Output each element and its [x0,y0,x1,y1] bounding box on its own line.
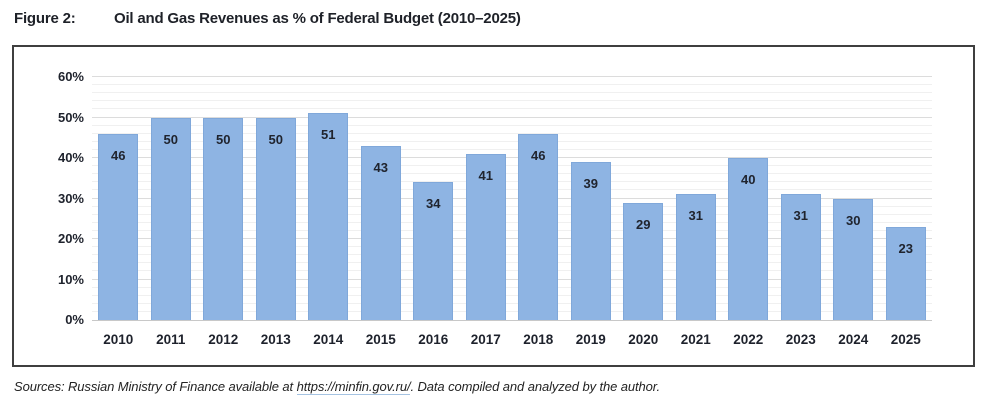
gridline [92,320,932,321]
source-link[interactable]: https://minfin.gov.ru/ [296,379,411,394]
gridline [92,108,932,109]
gridline [92,92,932,93]
bar [308,113,348,320]
bar-value-label: 39 [583,176,598,192]
source-text-suffix: . Data compiled and analyzed by the author. [410,379,661,394]
y-tick-label: 30% [57,190,84,206]
bar-value-label: 50 [163,131,178,147]
y-tick-label: 10% [57,271,84,287]
x-tick-label: 2021 [680,332,711,347]
gridline [92,76,932,77]
bar-value-label: 50 [216,131,231,147]
chart-panel [12,45,975,367]
y-tick-label: 50% [57,109,84,125]
x-tick-label: 2022 [733,332,764,347]
bar [203,118,243,321]
gridline [92,100,932,101]
bar-value-label: 41 [478,167,493,183]
source-text-prefix: Sources: Russian Ministry of Finance available at [14,379,297,394]
y-tick-label: 40% [57,150,84,165]
bar-value-label: 43 [373,159,388,175]
x-tick-label: 2023 [785,332,816,347]
x-tick-label: 2025 [890,332,921,347]
bar-value-label: 31 [688,208,703,224]
plot-area [92,77,932,320]
x-tick-label: 2010 [103,332,134,347]
y-tick-label: 60% [57,69,84,84]
bar-value-label: 51 [321,127,336,143]
x-tick-label: 2011 [156,332,186,347]
x-tick-label: 2020 [628,332,659,347]
y-tick-label: 0% [65,312,84,327]
bar-value-label: 29 [636,216,651,232]
figure-title: Oil and Gas Revenues as % of Federal Budget (2010–2025) [114,10,521,27]
bar [151,118,191,321]
x-tick-label: 2013 [260,332,291,347]
x-tick-label: 2015 [365,332,396,347]
bar-value-label: 46 [531,147,546,163]
bar [256,118,296,321]
x-tick-label: 2014 [313,332,344,347]
figure-title-row [14,10,521,27]
source-note [14,379,660,394]
bar-value-label: 30 [846,212,861,228]
x-tick-label: 2024 [838,332,869,347]
bar-value-label: 23 [898,240,913,256]
x-tick-label: 2019 [575,332,606,347]
gridline [92,84,932,85]
x-tick-label: 2017 [470,332,501,347]
bar-value-label: 50 [268,131,283,147]
bar-value-label: 31 [793,208,808,224]
x-tick-label: 2016 [418,332,449,347]
figure-label: Figure 2: [14,10,76,27]
y-tick-label: 20% [57,231,84,246]
bar-value-label: 40 [741,172,756,187]
x-tick-label: 2018 [523,332,554,347]
x-tick-label: 2012 [208,332,239,347]
bar-value-label: 46 [111,147,126,163]
bar-value-label: 34 [426,196,441,212]
